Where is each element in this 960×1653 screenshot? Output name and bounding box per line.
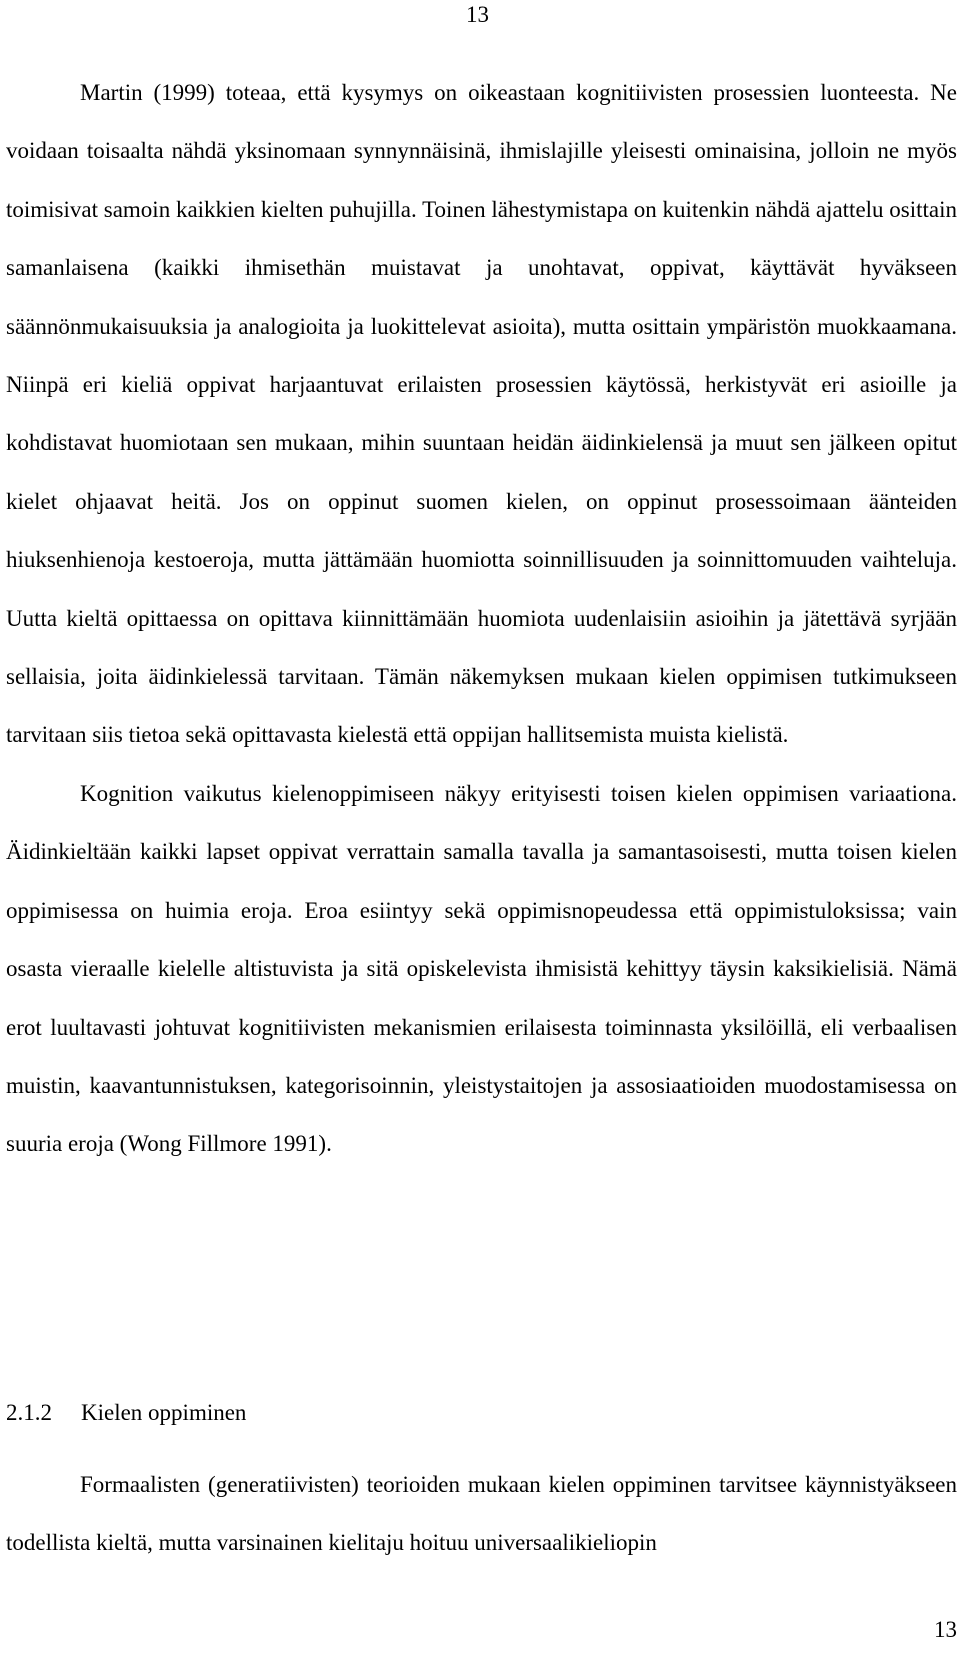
section-body-text (6, 1456, 957, 1573)
page-number-bottom: 13 (934, 1617, 957, 1642)
body-text (6, 64, 957, 1174)
paragraph: Formaalisten (generatiivisten) teorioiden mukaan kielen oppiminen tarvitsee käynnistyäkseen todellista kieltä, mutta varsinainen kielitaju hoituu universaalikieliopin (6, 1472, 957, 1556)
section-heading (6, 1398, 246, 1428)
section-number: 2.1.2 (6, 1400, 52, 1425)
paragraph: Martin (1999) toteaa, että kysymys on oikeastaan kognitiivisten prosessien luonteesta. Ne voidaan toisaalta nähdä yksinomaan synnynnäisinä, ihmislajille yleisesti ominaisina, jolloin ne myös toimisivat samoin kaikkien kielten puhujilla. Toinen lähestymistapa on kuitenkin nähdä ajattelu osittain samanlaisena (kaikki ihmisethän muistavat ja unohtavat, oppivat, käyttävät hyväkseen säännönmukaisuuksia ja analogioita ja luokittelevat asioita), mutta osittain ympäristön muokkaamana. Niinpä eri kieliä oppivat harjaantuvat erilaisten prosessien käytössä, herkistyvät eri asioille ja kohdistavat huomiotaan sen mukaan, mihin suuntaan heidän äidinkielensä ja muut sen jälkeen opitut kielet ohjaavat heitä. Jos on oppinut suomen kielen, on oppinut prosessoimaan äänteiden hiuksenhienoja kestoeroja, mutta jättämään huomiotta soinnillisuuden ja soinnittomuuden vaihteluja. Uutta kieltä opittaessa on opittava kiinnittämään huomiota uudenlaisiin asioihin ja jätettävä syrjään sellaisia, joita äidinkielessä tarvitaan. Tämän näkemyksen mukaan kielen oppimisen tutkimukseen tarvitaan siis tietoa sekä opittavasta kielestä että oppijan hallitsemista muista kielistä. (6, 80, 958, 748)
paragraph: Kognition vaikutus kielenoppimiseen näkyy erityisesti toisen kielen oppimisen variaationa. Äidinkieltään kaikki lapset oppivat verrattain samalla tavalla ja samantasoisesti, mutta toisen kielen oppimisessa on huimia eroja. Eroa esiintyy sekä oppimisnopeudessa että oppimistuloksissa; vain osasta vieraalle kielelle altistuvista ja sitä opiskelevista ihmisistä kehittyy täysin kaksikielisiä. Nämä erot luultavasti johtuvat kognitiivisten mekanismien erilaisesta toiminnasta yksilöillä, eli verbaalisen muistin, kaavantunnistuksen, kategorisoinnin, yleistystaitojen ja assosiaatioiden muodostamisessa on suuria eroja (Wong Fillmore 1991). (6, 780, 957, 1157)
page-number-top: 13 (466, 2, 489, 27)
section-title: Kielen oppiminen (81, 1400, 247, 1425)
